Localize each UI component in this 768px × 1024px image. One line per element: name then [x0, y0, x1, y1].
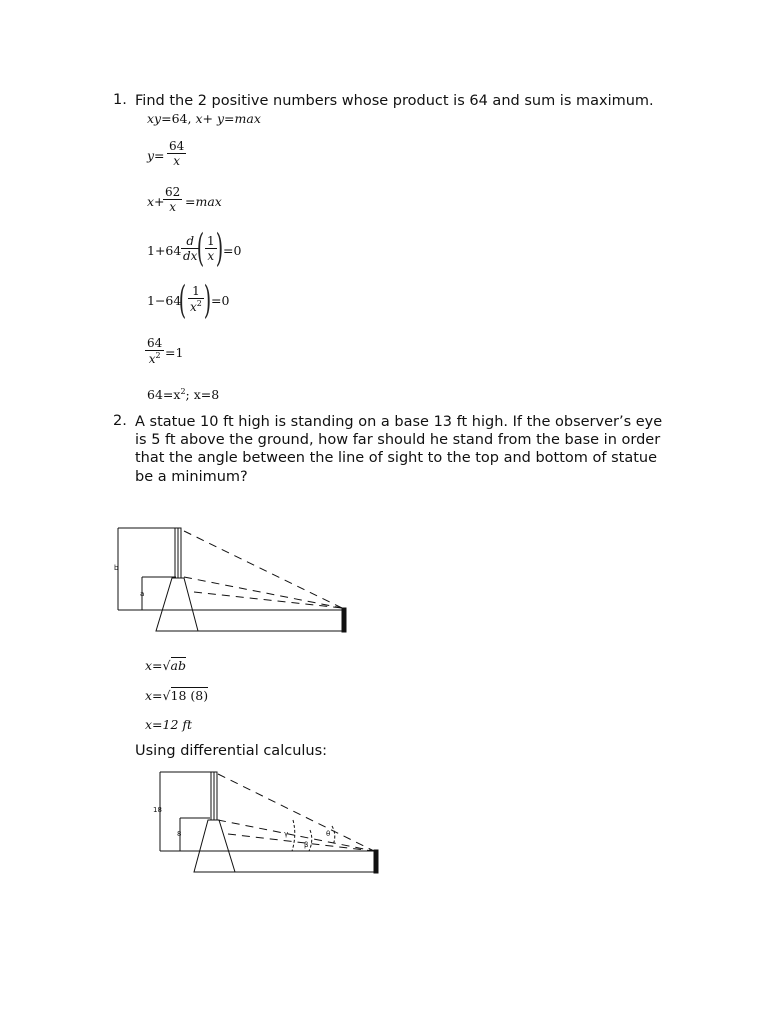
equation-line-4-rhs: =0: [223, 243, 242, 258]
figure-2-label-18: 18: [153, 806, 162, 814]
problem-1-text: Find the 2 positive numbers whose product is 64 and sum is maximum.: [135, 93, 654, 109]
equation-line-7: $64=x^2$; x=8: [147, 387, 220, 403]
equation-line-4-fraction: $\frac{1}{x}$: [207, 234, 215, 263]
problem-2-number: 2.: [113, 413, 127, 429]
figure-2-label-theta: θ: [326, 830, 331, 838]
figure-1-label-a: a: [140, 590, 145, 598]
equation-result: x=12 ft: [145, 717, 193, 732]
equation-line-4-lhs: 1+64: [147, 243, 182, 258]
equation-sqrt-18-8: x=√18 (8): [145, 688, 209, 703]
equation-line-5-lhs: 1−64: [147, 293, 182, 308]
equation-line-1: xy=64, x+ y=max: [147, 111, 261, 126]
figure-2-label-beta: β: [304, 841, 309, 849]
equation-line-5-fraction: $\frac{1}{x^2}$: [190, 284, 202, 314]
equation-line-2-fraction: $\frac{64}{x}$: [169, 139, 185, 168]
equation-sqrt-ab: x=√ab: [145, 658, 186, 673]
figure-1-label-b: b: [114, 564, 119, 572]
equation-line-2-lhs: y=: [147, 148, 165, 163]
left-paren: (: [178, 278, 187, 322]
equation-line-6-fraction: $\frac{64}{x^2}$: [147, 336, 163, 366]
equation-line-5-rhs: =0: [211, 293, 230, 308]
left-paren: (: [196, 226, 205, 270]
equation-line-4-derivative: $\frac{d}{dx}$: [183, 234, 198, 263]
equation-line-3-rhs: =max: [185, 194, 222, 209]
problem-1-number: 1.: [113, 92, 127, 108]
right-paren: ): [203, 278, 212, 322]
method-heading: Using differential calculus:: [135, 743, 328, 759]
equation-line-3-fraction: $\frac{62}{x}$: [165, 185, 181, 214]
figure-2-label-8: 8: [177, 830, 182, 838]
equation-line-3-lhs: x+: [147, 194, 165, 209]
problem-2-text: A statue 10 ft high is standing on a base 13 ft high. If the observer’s eye is 5 ft above the ground, how far should he stand from the base in order that the angle between the line of sight to the top and bottom of statue be a minimum?: [135, 414, 663, 485]
equation-line-6-rhs: =1: [165, 345, 184, 360]
right-paren: ): [215, 226, 224, 270]
figure-2-label-gamma: γ: [284, 830, 289, 838]
